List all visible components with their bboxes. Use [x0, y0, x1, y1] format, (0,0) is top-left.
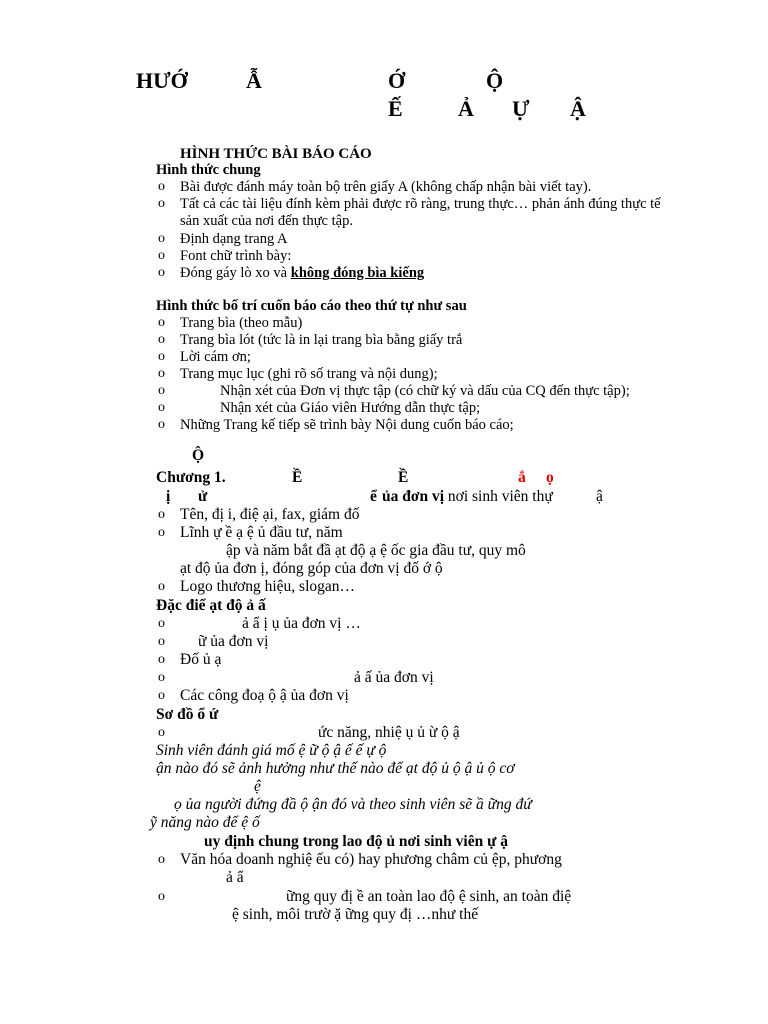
- bullet-icon: o: [158, 248, 165, 263]
- chapter-fragment: Ề: [398, 469, 409, 486]
- subheading-characteristics: Đặc điể ạt độ ả ấ: [156, 597, 266, 614]
- list-item: Lời cám ơn;: [180, 349, 251, 365]
- italic-paragraph-line: ỹ năng nào để ệ ố: [150, 814, 260, 831]
- subheading-order: Hình thức bố trí cuốn báo cáo theo thứ tự như sau: [156, 298, 467, 314]
- list-item: Văn hóa doanh nghiệ ếu có) hay phương châm củ ệp, phương: [180, 851, 562, 868]
- bullet-icon: o: [158, 196, 165, 211]
- bullet-icon: o: [158, 400, 165, 415]
- list-item: Bài được đánh máy toàn bộ trên giấy A (không chấp nhận bài viết tay).: [180, 179, 592, 195]
- intro-bold: ủa đơn vị: [382, 488, 444, 505]
- list-item: Nhận xét của Giáo viên Hướng dẫn thực tập;: [220, 400, 481, 416]
- chapter-label: Chương 1.: [156, 469, 226, 486]
- list-item-continuation: ả ẩ: [226, 869, 244, 886]
- italic-paragraph-line: ận nào đó sẽ ảnh hưởng như thế nào để ạt độ ủ ộ ậ ủ ộ cơ: [156, 760, 515, 777]
- subheading-regulations: uy định chung trong lao độ ủ nơi sinh viên ự ậ: [204, 833, 509, 850]
- list-item: Trang mục lục (ghi rõ số trang và nội dung);: [180, 366, 438, 382]
- list-item: Định dạng trang A: [180, 231, 288, 247]
- bullet-icon: o: [158, 315, 165, 330]
- italic-paragraph-line: ệ: [254, 778, 261, 795]
- bullet-icon: o: [158, 525, 165, 540]
- bullet-icon: o: [158, 231, 165, 246]
- list-item-text: Đóng gáy lò xo và: [180, 265, 291, 281]
- bullet-icon: o: [158, 332, 165, 347]
- list-item: Font chữ trình bày:: [180, 248, 292, 264]
- title-line1-part4: Ộ: [486, 68, 504, 93]
- chapter-fragment: Ề: [292, 469, 303, 486]
- bullet-icon: o: [158, 366, 165, 381]
- subheading-org-chart: Sơ đồ ổ ứ: [156, 706, 219, 723]
- bullet-icon: o: [158, 889, 165, 904]
- list-item: Đố ủ ạ: [180, 651, 222, 668]
- list-item: ữ ủa đơn vị: [198, 633, 269, 650]
- title-line2-part3: Ự: [512, 96, 530, 121]
- bullet-icon: o: [158, 349, 165, 364]
- intro-fragment: ể: [370, 488, 377, 505]
- list-item: ững quy đị ề an toàn lao độ ệ sinh, an toàn điệ: [286, 888, 572, 905]
- bullet-icon: o: [158, 383, 165, 398]
- title-line1-part2: Ẫ: [246, 68, 262, 93]
- list-item: Những Trang kế tiếp sẽ trình bày Nội dung cuốn báo cáo;: [180, 417, 514, 433]
- italic-paragraph-line: Sinh viên đánh giá mố ệ ữ ộ ậ ế ế ự ộ: [156, 742, 387, 759]
- content-heading: Ộ: [192, 447, 205, 464]
- list-item: Tất cả các tài liệu đính kèm phải được rõ ràng, trung thực… phản ánh đúng thực tế: [180, 196, 661, 212]
- subheading-general: Hình thức chung: [156, 162, 261, 178]
- list-item: ức năng, nhiệ ụ ủ ừ ộ ậ: [318, 724, 460, 741]
- intro-fragment: ị: [166, 488, 171, 505]
- bullet-icon: o: [158, 616, 165, 631]
- bullet-icon: o: [158, 652, 165, 667]
- title-line1-part3: Ớ: [388, 68, 406, 93]
- bullet-icon: o: [158, 634, 165, 649]
- list-item: Các công đoạ ộ ậ ủa đơn vị: [180, 687, 349, 704]
- list-item: Trang bìa lót (tức là in lại trang bìa bằng giấy trắ: [180, 332, 463, 348]
- list-item: Trang bìa (theo mẫu): [180, 315, 303, 331]
- bullet-icon: o: [158, 688, 165, 703]
- bullet-icon: o: [158, 507, 165, 522]
- list-item-continuation: ệ sinh, môi trườ ặ ững quy đị …như thế: [232, 906, 479, 923]
- intro-fragment: ậ: [596, 488, 603, 505]
- italic-paragraph-line: ọ ủa người đứng đầ ộ ận đó và theo sinh viên sẽ ầ ững đứ: [174, 796, 532, 813]
- section-heading: HÌNH THỨC BÀI BÁO CÁO: [180, 146, 372, 162]
- title-line1-part1: HƯỚ: [136, 68, 188, 93]
- title-line2-part4: Ậ: [570, 96, 586, 121]
- list-item: ả ẩ ị ụ ủa đơn vị …: [242, 615, 361, 632]
- list-item: Lĩnh ự ề ạ ệ ủ đầu tư, năm: [180, 524, 343, 541]
- bullet-icon: o: [158, 725, 165, 740]
- list-item-continuation: sản xuất của nơi đến thực tập.: [180, 213, 353, 229]
- title-line2-part2: Ả: [458, 96, 474, 121]
- intro-text: [382, 488, 553, 505]
- bullet-icon: o: [158, 417, 165, 432]
- intro-rest: nơi sinh viên thự: [444, 488, 553, 505]
- title-line2-part1: Ế: [388, 96, 403, 121]
- bullet-icon: o: [158, 579, 165, 594]
- list-item-emphasis: không đóng bìa kiếng: [290, 265, 425, 281]
- chapter-fragment-red: ọ: [546, 469, 554, 486]
- intro-fragment: ử: [198, 488, 208, 505]
- list-item: [180, 265, 424, 282]
- list-item-continuation: ạt độ ủa đơn ị, đóng góp của đơn vị đố ớ ộ: [180, 560, 443, 577]
- list-item-continuation: ập và năm bắt đầ ạt độ ạ ệ ốc gia đầu tư, quy mô: [226, 542, 526, 559]
- chapter-fragment-red: ắ: [518, 469, 526, 486]
- list-item: Logo thương hiệu, slogan…: [180, 578, 356, 595]
- list-item: Tên, đị i, điệ ại, fax, giám đố: [180, 506, 360, 523]
- bullet-icon: o: [158, 265, 165, 280]
- bullet-icon: o: [158, 179, 165, 194]
- list-item: ả ấ ủa đơn vị: [354, 669, 434, 686]
- bullet-icon: o: [158, 670, 165, 685]
- list-item: Nhận xét của Đơn vị thực tập (có chữ ký và dấu của CQ đến thực tập);: [220, 383, 630, 399]
- bullet-icon: o: [158, 852, 165, 867]
